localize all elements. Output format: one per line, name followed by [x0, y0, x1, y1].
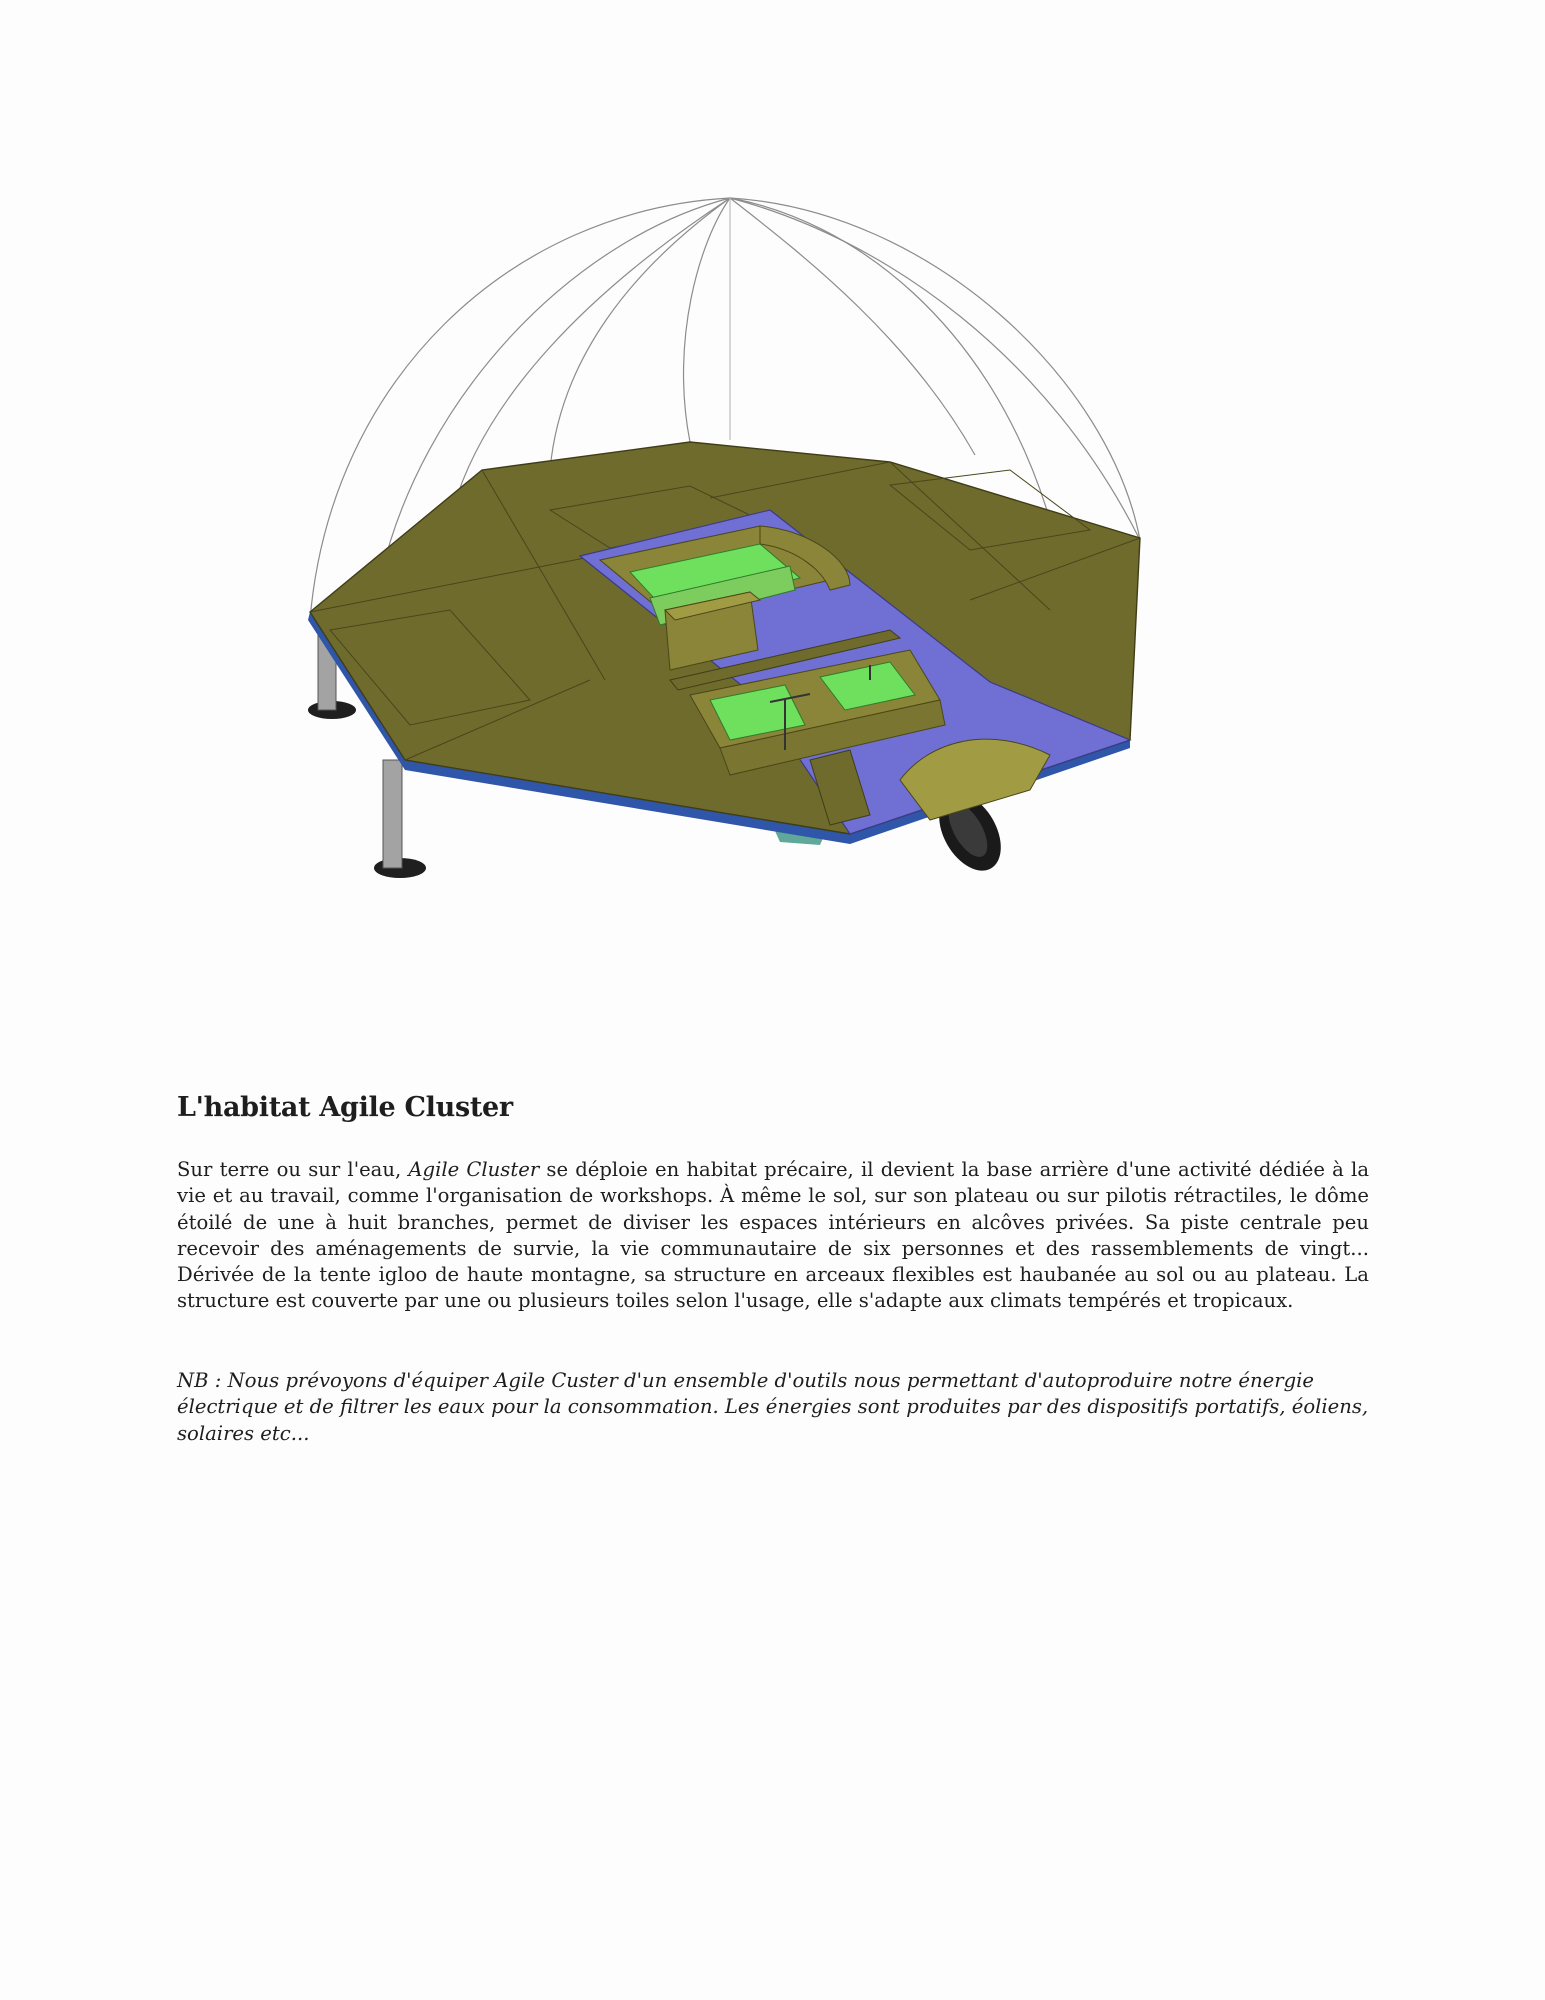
body-paragraph	[177, 1157, 1369, 1315]
paragraph-body: se déploie en habitat précaire, il devient la base arrière d'une activité dédiée à la vie et au travail, comme l'organisation de workshops. À même le sol, sur son plateau ou sur pilotis rétractiles, le dôme étoilé de une à huit branches, permet de diviser les espaces intérieurs en alcôves privées. Sa piste centrale peu recevoir des aménagements de survie, la vie communautaire de six personnes et des rassemblements de vingt... Dérivée de la tente igloo de haute montagne, sa structure en arceaux flexibles est haubanée au sol ou au plateau. La structure est couverte par une ou plusieurs toiles selon l'usage, elle s'adapte aux climats tempérés et tropicaux.	[177, 1158, 1369, 1313]
project-name: Agile Cluster	[408, 1158, 540, 1181]
habitat-illustration	[290, 180, 1170, 910]
paragraph-lead: Sur terre ou sur l'eau,	[177, 1158, 409, 1181]
nb-note: NB : Nous prévoyons d'équiper Agile Custer d'un ensemble d'outils nous permettant d'autoproduire notre énergie électrique et de filtrer les eaux pour la consommation. Les énergies sont produites par des dispositifs portatifs, éoliens, solaires etc...	[177, 1369, 1369, 1445]
page-title: L'habitat Agile Cluster	[177, 1092, 513, 1123]
habitat-3d-rendering	[290, 180, 1170, 910]
